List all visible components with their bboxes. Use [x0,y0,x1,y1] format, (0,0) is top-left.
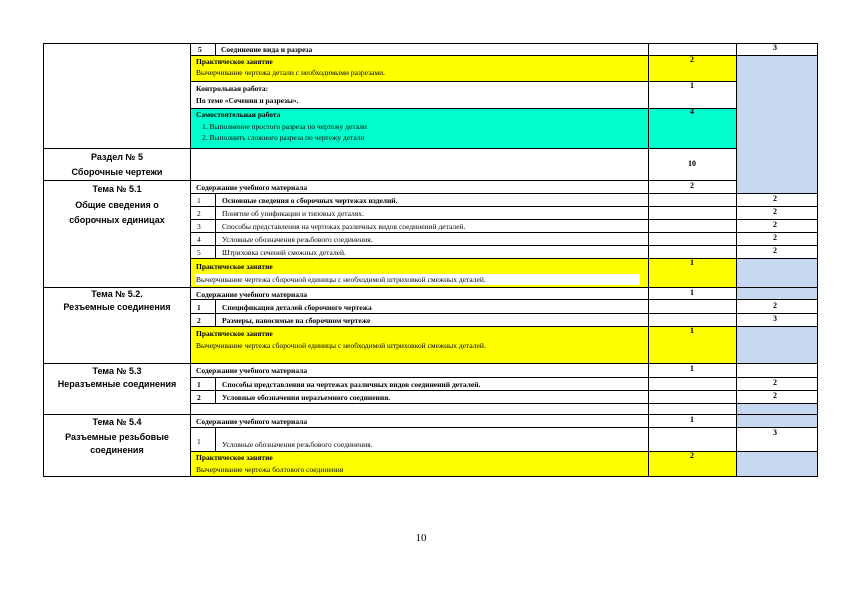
item-hours: 2 [773,220,777,229]
item-number: 2 [197,209,201,218]
item-hours: 2 [773,233,777,242]
topic52-label-1: Тема № 5.2. [91,289,143,299]
topic54-practical-text: Вычерчивание чертежа болтового соединения [196,465,344,474]
topic51-hours: 2 [690,181,694,190]
hours-col-blue-4 [736,403,817,427]
topic53-content-title: Содержание учебного материала [196,366,308,375]
item-number: 1 [197,437,201,446]
page-number: 10 [415,532,427,544]
item-number: 2 [197,316,201,325]
practical1-hours: 2 [690,55,694,64]
item-hours: 3 [773,428,777,437]
topic51-practical-title: Практическое занятие [196,262,273,271]
item-number: 1 [197,196,201,205]
top-row-hours: 3 [773,43,777,52]
item-hours: 2 [773,378,777,387]
hours-col-blue-3 [736,326,817,363]
topic54-hours: 1 [690,415,694,424]
topic51-label-1: Тема № 5.1 [92,184,142,194]
topic54-practical-title: Практическое занятие [196,453,273,462]
topic54-label-1: Тема № 5.4 [92,417,142,427]
topic52-content-title: Содержание учебного материала [196,290,308,299]
topic51-practical-hours: 1 [690,258,694,267]
item-hours: 2 [773,301,777,310]
topic53-hours: 1 [690,364,694,373]
self-work-item: 1. Выполнение простого разреза по чертежу детали [202,122,367,131]
topic51-content-title: Содержание учебного материала [196,183,308,192]
topic54-label-3: соединения [90,445,144,455]
item-hours: 2 [773,246,777,255]
topic52-practical-text: Вычерчивание чертежа сборочной единицы с необходимой штриховкой смежных деталей. [196,341,486,350]
practical1-text: Вычерчивание чертежа детали с необходимыми разрезами. [196,68,385,77]
topic53-label-2: Неразъемные соединения [57,379,177,389]
topic54-content-title: Содержание учебного материала [196,417,308,426]
list-item: Способы представления на чертежах различных видов соединений деталей. [222,222,466,231]
item-hours: 2 [773,194,777,203]
self-work-hours: 4 [690,107,694,116]
hours-col-blue-5 [736,451,817,476]
item-hours: 2 [773,391,777,400]
control-title: Контрольная работа: [196,84,269,93]
item-number: 3 [197,222,201,231]
self-work-item: 2. Выполнить сложного разреза по чертежу детали [202,133,365,142]
item-hours: 2 [773,207,777,216]
section5-label-1: Раздел № 5 [91,152,143,162]
item-number: 5 [197,248,201,257]
topic52-hours: 1 [690,288,694,297]
topic52-label-2: Резъемные соединения [63,302,171,312]
self-work-title: Самостоятельная работа [196,110,281,119]
list-item: Условные обозначения резьбового соединения. [222,440,373,449]
topic51-label-3: сборочных единицах [69,215,165,225]
list-item: Спецификация деталей сборочного чертежа [222,303,372,312]
list-item: Условные обозначения неразъемного соединения. [222,393,391,402]
topic52-practical-hours: 1 [690,326,694,335]
list-item: Понятие об унификации и типовых деталях. [222,209,364,218]
hours-col-blue-1 [736,55,817,193]
topic52-practical-title: Практическое занятие [196,329,273,338]
list-item: Основные сведения о сборочных чертежах изделий. [222,196,398,205]
topic51-practical-text: Вычерчивание чертежа сборочной единицы с необходимой штриховкой смежных деталей. [196,275,486,284]
topic54-label-2: Разъемные резьбовые [65,432,169,442]
item-number: 1 [197,380,201,389]
list-item: Размеры, наносимые на сборочном чертеже [222,316,371,325]
topic53-label-1: Тема № 5.3 [92,366,142,376]
section5-label-2: Сборочные чертежи [71,167,163,177]
control-hours: 1 [690,81,694,90]
practical1-title: Практическое занятие [196,57,273,66]
item-number: 1 [197,303,201,312]
top-row-num: 5 [198,45,202,54]
topic54-practical-hours: 2 [690,451,694,460]
item-number: 4 [197,235,201,244]
section5-hours: 10 [688,159,696,168]
item-hours: 3 [773,314,777,323]
hours-col-blue-2 [736,258,817,299]
topic51-label-2: Общие сведения о [75,200,159,210]
list-item: Условные обозначения резьбового соединения. [222,235,373,244]
item-number: 2 [197,393,201,402]
list-item: Штриховка сечений смежных деталей. [222,248,346,257]
list-item: Способы представления на чертежах различных видов соединений деталей. [222,380,481,389]
top-row-title: Соединение вида и разреза [221,45,313,54]
control-text: По теме «Сечения и разрезы». [196,96,299,105]
